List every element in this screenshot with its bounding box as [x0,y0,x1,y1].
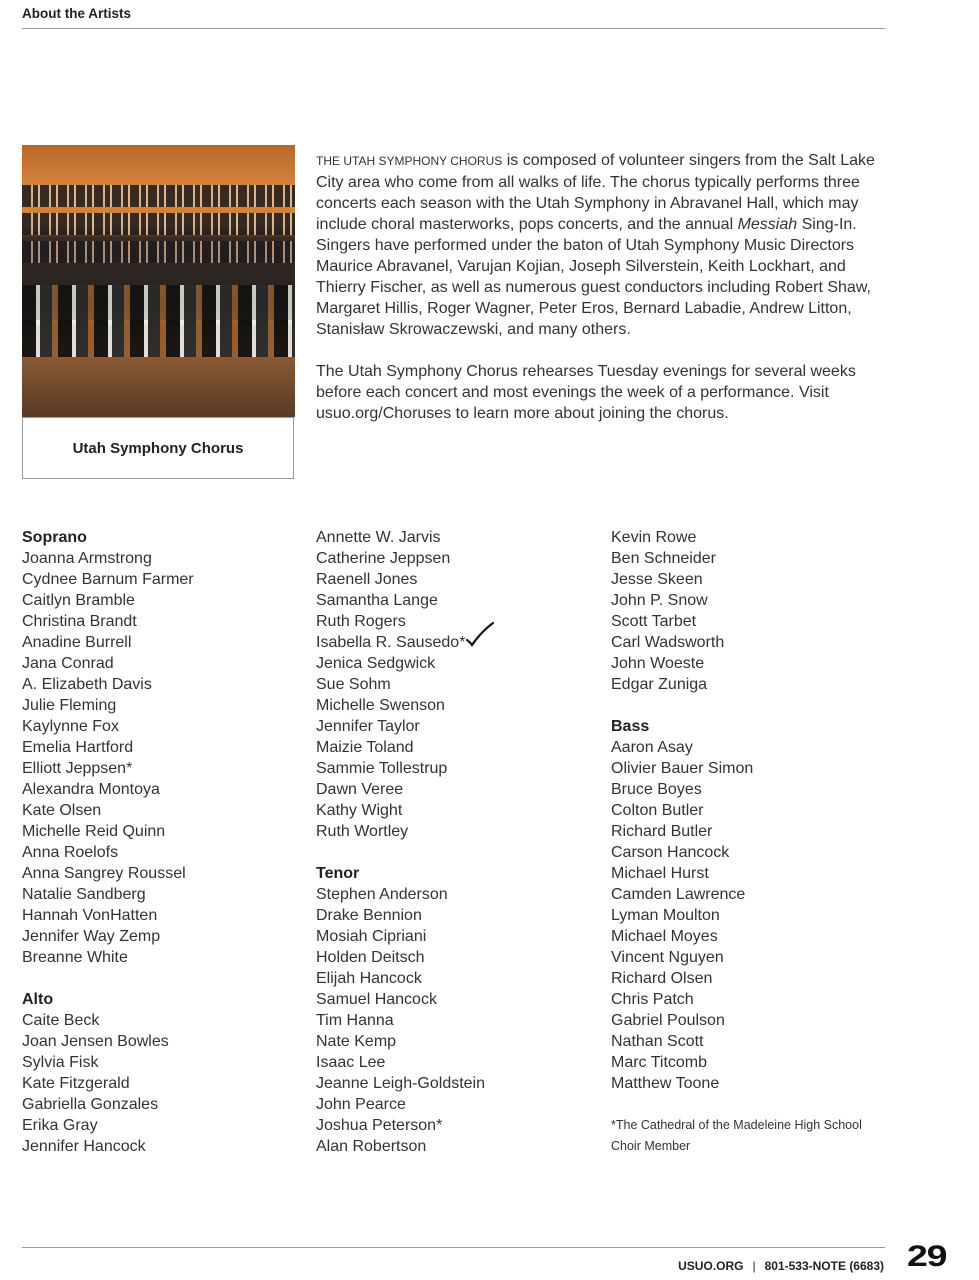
member-name: Jennifer Way Zemp [22,928,161,945]
tenor-heading: Tenor [316,865,360,882]
member-name: Dawn Veree [316,781,404,798]
member-name: Marc Titcomb [611,1054,708,1071]
member-name: Cydnee Barnum Farmer [22,571,194,588]
member-name: A. Elizabeth Davis [22,676,152,693]
member-name: Maizie Toland [316,739,414,756]
member-name: Caitlyn Bramble [22,592,135,609]
section-title: About the Artists [22,6,131,21]
member-name: Joan Jensen Bowles [22,1033,169,1050]
member-name: Matthew Toone [611,1075,720,1092]
spacer [316,842,485,863]
member-name: Chris Patch [611,991,694,1008]
member-name: Stephen Anderson [316,886,448,903]
roster-column-1 [22,527,194,1157]
member-name: Holden Deitsch [316,949,425,966]
member-name: Isabella R. Sausedo* [316,634,466,651]
member-name: Michael Moyes [611,928,718,945]
spacer [611,695,881,716]
member-name: Lyman Moulton [611,907,720,924]
member-name: Jesse Skeen [611,571,703,588]
member-name: Anadine Burrell [22,634,132,651]
member-name: Anna Sangrey Roussel [22,865,186,882]
handwritten-checkmark-icon [465,620,495,648]
member-name: Nathan Scott [611,1033,704,1050]
member-name: Edgar Zuniga [611,676,708,693]
member-name: Samantha Lange [316,592,438,609]
member-name: Joanna Armstrong [22,550,152,567]
member-name: Caite Beck [22,1012,100,1029]
member-name: Breanne White [22,949,128,966]
member-name: Raenell Jones [316,571,418,588]
member-name: Kathy Wight [316,802,403,819]
member-name: Sammie Tollestrup [316,760,448,777]
member-name: Hannah VonHatten [22,907,158,924]
member-name: Ben Schneider [611,550,716,567]
member-name: Kevin Rowe [611,529,697,546]
header-divider [22,28,885,29]
roster-column-3 [611,527,881,1157]
member-name: Olivier Bauer Simon [611,760,754,777]
member-name: Ruth Rogers [316,613,406,630]
member-name: Alan Robertson [316,1138,427,1155]
chorus-photo [22,145,295,417]
member-name: Joshua Peterson* [316,1117,443,1134]
member-name: Kate Fitzgerald [22,1075,130,1092]
member-name: Michelle Swenson [316,697,445,714]
footnote: *The Cathedral of the Madeleine High School Choir Member [611,1118,862,1153]
member-name: Natalie Sandberg [22,886,146,903]
member-name: Annette W. Jarvis [316,529,441,546]
chorus-bio [316,150,881,445]
alto-heading: Alto [22,991,54,1008]
spacer [22,968,194,989]
member-name: Bruce Boyes [611,781,702,798]
page-number: 29 [907,1240,947,1273]
bio-lead: THE UTAH SYMPHONY CHORUS [316,154,503,168]
member-name: John P. Snow [611,592,708,609]
roster-column-2 [316,527,485,1157]
member-name: Jennifer Hancock [22,1138,146,1155]
member-name: Richard Olsen [611,970,713,987]
member-name: Michael Hurst [611,865,709,882]
member-name: Sylvia Fisk [22,1054,99,1071]
member-name: Elijah Hancock [316,970,422,987]
member-name: Isaac Lee [316,1054,386,1071]
member-name: Carson Hancock [611,844,730,861]
bio-paragraph-1: THE UTAH SYMPHONY CHORUS is composed of volunteer singers from the Salt Lake City area who come from all walks of life. The chorus typically performs three concerts each season with the Utah Symphony in Abravanel Hall, which may include choral masterworks, pops concerts, and the annual Messiah Sing-In. Singers have performed under the baton of Utah Symphony Music Directors Maurice Abravanel, Varujan Kojian, Joseph Silverstein, Keith Lockhart, and Thierry Fischer, as well as numerous guest conductors including Robert Shaw, Margaret Hillis, Roger Wagner, Peter Eros, Bernard Labadie, Andrew Litton, Stanisław Skrowaczewski, and many others. [316,152,875,338]
member-name: Scott Tarbet [611,613,697,630]
member-name: Jenica Sedgwick [316,655,436,672]
member-name: Jennifer Taylor [316,718,420,735]
member-name: John Pearce [316,1096,406,1113]
member-name: John Woeste [611,655,705,672]
member-name: Gabriella Gonzales [22,1096,159,1113]
photo-caption: Utah Symphony Chorus [22,417,294,479]
member-name: Nate Kemp [316,1033,397,1050]
member-name: Vincent Nguyen [611,949,724,966]
footer-contact: USUO.ORG | 801-533-NOTE (6683) [678,1259,884,1273]
member-name: Kaylynne Fox [22,718,119,735]
soprano-heading: Soprano [22,529,87,546]
member-name: Kate Olsen [22,802,102,819]
member-name: Christina Brandt [22,613,137,630]
member-name: Aaron Asay [611,739,693,756]
member-name: Samuel Hancock [316,991,437,1008]
member-name: Sue Sohm [316,676,391,693]
bass-heading: Bass [611,718,650,735]
bio-paragraph-2: The Utah Symphony Chorus rehearses Tuesday evenings for several weeks before each concert and most evenings the week of a performance. Visit usuo.org/Choruses to learn more about joining the chorus. [316,363,856,422]
member-name: Camden Lawrence [611,886,746,903]
member-name: Gabriel Poulson [611,1012,725,1029]
footer-phone: 801-533-NOTE (6683) [764,1259,884,1273]
member-name: Jana Conrad [22,655,114,672]
member-name: Anna Roelofs [22,844,119,861]
member-name: Richard Butler [611,823,713,840]
member-name: Tim Hanna [316,1012,394,1029]
member-name: Carl Wadsworth [611,634,725,651]
member-name: Julie Fleming [22,697,117,714]
member-name: Michelle Reid Quinn [22,823,166,840]
spacer [611,1094,881,1115]
member-name: Mosiah Cipriani [316,928,427,945]
member-name: Ruth Wortley [316,823,409,840]
member-name: Drake Bennion [316,907,422,924]
member-name: Colton Butler [611,802,704,819]
member-name: Alexandra Montoya [22,781,160,798]
member-name: Erika Gray [22,1117,98,1134]
member-name: Catherine Jeppsen [316,550,451,567]
member-name: Jeanne Leigh-Goldstein [316,1075,486,1092]
member-name: Elliott Jeppsen* [22,760,133,777]
footer-divider [22,1247,885,1248]
member-name: Emelia Hartford [22,739,134,756]
footer-site: USUO.ORG [678,1259,744,1273]
